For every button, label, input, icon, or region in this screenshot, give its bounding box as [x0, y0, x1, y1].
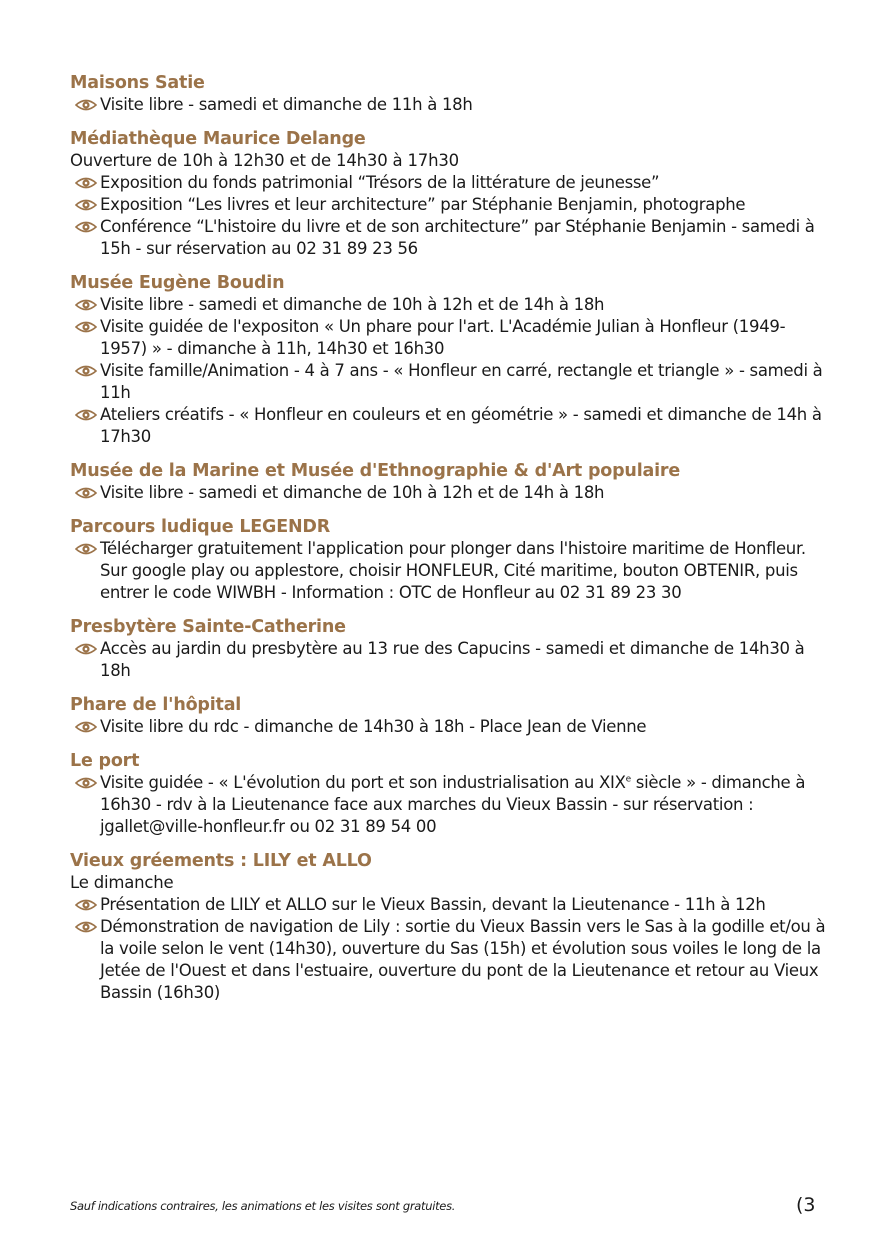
item-text: Visite guidée de l'expositon « Un phare pour l'art. L'Académie Julian à Honfleur (1949-1957) » - dimanche à 11h, 14h30 et 16h30	[100, 317, 786, 358]
item-list	[70, 716, 830, 738]
section	[70, 72, 830, 116]
page-number-value: 3	[803, 1194, 816, 1216]
section	[70, 694, 830, 738]
superscript: e	[625, 774, 631, 785]
section-title: Médiathèque Maurice Delange	[70, 129, 366, 149]
eye-icon	[75, 898, 97, 912]
item-list	[70, 172, 830, 260]
eye-icon	[75, 720, 97, 734]
program-content	[70, 72, 830, 1016]
eye-icon	[75, 98, 97, 112]
eye-icon	[75, 920, 97, 934]
section	[70, 460, 830, 504]
section-title: Vieux gréements : LILY et ALLO	[70, 851, 372, 871]
section-title: Musée de la Marine et Musée d'Ethnographie & d'Art populaire	[70, 461, 680, 481]
eye-icon	[75, 408, 97, 422]
list-item	[70, 716, 830, 738]
list-item	[70, 638, 830, 682]
page-number	[796, 1194, 816, 1216]
item-list	[70, 94, 830, 116]
list-item	[70, 216, 830, 260]
section-title: Presbytère Sainte-Catherine	[70, 617, 346, 637]
item-text: Visite libre - samedi et dimanche de 10h à 12h et de 14h à 18h	[100, 483, 605, 502]
item-list	[70, 772, 830, 838]
list-item	[70, 916, 830, 1004]
eye-icon	[75, 176, 97, 190]
item-list	[70, 538, 830, 604]
list-item	[70, 94, 830, 116]
item-text: Visite libre - samedi et dimanche de 10h à 12h et de 14h à 18h	[100, 295, 605, 314]
item-text: Conférence “L'histoire du livre et de son architecture” par Stéphanie Benjamin - samedi à 15h - sur réservation au 02 31 89 23 56	[100, 217, 815, 258]
section-intro: Ouverture de 10h à 12h30 et de 14h30 à 17h30	[70, 151, 459, 170]
eye-icon	[75, 320, 97, 334]
list-item	[70, 194, 830, 216]
eye-icon	[75, 220, 97, 234]
item-list	[70, 294, 830, 448]
list-item	[70, 316, 830, 360]
item-text: Visite famille/Animation - 4 à 7 ans - « Honfleur en carré, rectangle et triangle » - samedi à 11h	[100, 361, 823, 402]
item-text: Télécharger gratuitement l'application pour plonger dans l'histoire maritime de Honfleur. Sur google play ou applestore, choisir HONFLEUR, Cité maritime, bouton OBTENIR, puis entrer le code WIWBH - Information : OTC de Honfleur au 02 31 89 23 30	[100, 539, 806, 602]
item-list	[70, 638, 830, 682]
section-title: Musée Eugène Boudin	[70, 273, 285, 293]
item-text: Visite guidée - « L'évolution du port et son industrialisation au XIX	[100, 773, 626, 792]
eye-icon	[75, 198, 97, 212]
item-text: Accès au jardin du presbytère au 13 rue des Capucins - samedi et dimanche de 14h30 à 18h	[100, 639, 805, 680]
item-text: Exposition du fonds patrimonial “Trésors de la littérature de jeunesse”	[100, 173, 660, 192]
list-item	[70, 772, 830, 838]
section	[70, 750, 830, 838]
section	[70, 272, 830, 448]
eye-icon	[75, 298, 97, 312]
section	[70, 516, 830, 604]
item-text: Visite libre du rdc - dimanche de 14h30 à 18h - Place Jean de Vienne	[100, 717, 647, 736]
section-intro: Le dimanche	[70, 873, 174, 892]
section-title: Le port	[70, 751, 140, 771]
list-item	[70, 294, 830, 316]
section-title: Maisons Satie	[70, 73, 205, 93]
list-item	[70, 894, 830, 916]
item-list	[70, 482, 830, 504]
list-item	[70, 172, 830, 194]
item-text-continued: siècle » - dimanche à 16h30 - rdv à la Lieutenance face aux marches du Vieux Bassin - sur réservation : jgallet@ville-honfleur.fr ou 02 31 89 54 00	[100, 773, 806, 836]
eye-icon	[75, 642, 97, 656]
item-text: Démonstration de navigation de Lily : sortie du Vieux Bassin vers le Sas à la godille et/ou à la voile selon le vent (14h30), ouverture du Sas (15h) et évolution sous voiles le long de la Jetée de l'Ouest et dans l'estuaire, ouverture du pont de la Lieutenance et retour au Vieux Bassin (16h30)	[100, 917, 826, 1002]
item-text: Visite libre - samedi et dimanche de 11h à 18h	[100, 95, 473, 114]
list-item	[70, 538, 830, 604]
item-list	[70, 894, 830, 1004]
eye-icon	[75, 776, 97, 790]
list-item	[70, 482, 830, 504]
eye-icon	[75, 486, 97, 500]
eye-icon	[75, 364, 97, 378]
section	[70, 128, 830, 260]
footer-note: Sauf indications contraires, les animations et les visites sont gratuites.	[70, 1199, 456, 1213]
section-title: Parcours ludique LEGENDR	[70, 517, 330, 537]
list-item	[70, 404, 830, 448]
list-item	[70, 360, 830, 404]
item-text: Ateliers créatifs - « Honfleur en couleurs et en géométrie » - samedi et dimanche de 14h à 17h30	[100, 405, 822, 446]
eye-icon	[75, 542, 97, 556]
item-text: Exposition “Les livres et leur architecture” par Stéphanie Benjamin, photographe	[100, 195, 746, 214]
page-number-bracket: (	[796, 1194, 804, 1216]
section	[70, 850, 830, 1004]
section-title: Phare de l'hôpital	[70, 695, 242, 715]
item-text: Présentation de LILY et ALLO sur le Vieux Bassin, devant la Lieutenance - 11h à 12h	[100, 895, 766, 914]
section	[70, 616, 830, 682]
